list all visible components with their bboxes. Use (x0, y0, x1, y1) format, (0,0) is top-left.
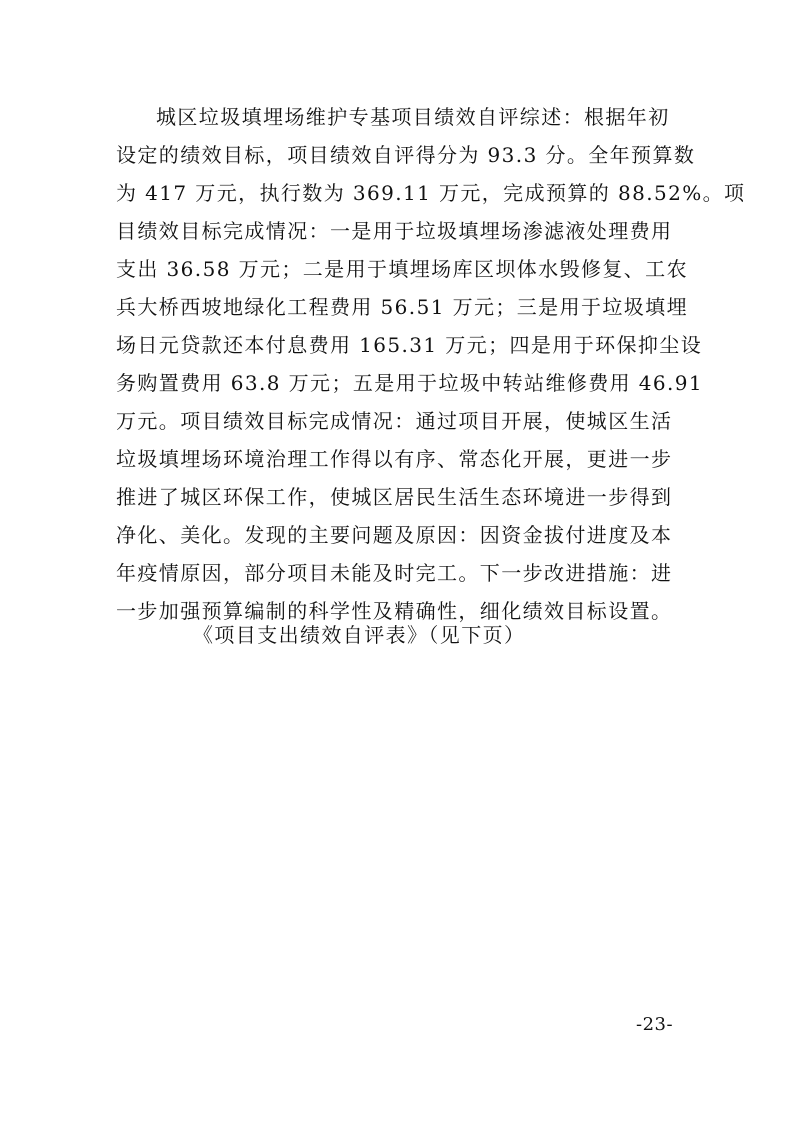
paragraph-line: 设定的绩效目标，项目绩效自评得分为 93.3 分。全年预算数 (116, 143, 696, 167)
table-reference-note: 《项目支出绩效自评表》（见下页） (193, 623, 526, 647)
page-number: -23- (636, 1014, 674, 1035)
paragraph-line: 推进了城区环保工作，使城区居民生活生态环境进一步得到 (116, 485, 673, 509)
self-evaluation-summary-paragraph (116, 98, 746, 630)
paragraph-line: 净化、美化。发现的主要问题及原因：因资金拔付进度及本 (116, 523, 673, 547)
paragraph-line: 万元。项目绩效目标完成情况：通过项目开展，使城区生活 (116, 409, 673, 433)
paragraph-line: 垃圾填埋场环境治理工作得以有序、常态化开展，更进一步 (116, 447, 673, 471)
paragraph-line: 年疫情原因，部分项目未能及时完工。下一步改进措施：进 (116, 561, 673, 585)
paragraph-line: 一步加强预算编制的科学性及精确性，细化绩效目标设置。 (116, 599, 673, 623)
paragraph-line: 兵大桥西坡地绿化工程费用 56.51 万元；三是用于垃圾填埋 (116, 295, 688, 319)
paragraph-line: 城区垃圾填埋场维护专基项目绩效自评综述：根据年初 (156, 105, 670, 129)
paragraph-line: 场日元贷款还本付息费用 165.31 万元；四是用于环保抑尘设 (116, 333, 703, 357)
paragraph-line: 为 417 万元，执行数为 369.11 万元，完成预算的 88.52%。项 (116, 181, 746, 205)
paragraph-line: 支出 36.58 万元；二是用于填埋场库区坝体水毁修复、工农 (116, 257, 688, 281)
paragraph-line: 务购置费用 63.8 万元；五是用于垃圾中转站维修费用 46.91 (116, 371, 704, 395)
paragraph-line: 目绩效目标完成情况：一是用于垃圾填埋场渗滤液处理费用 (116, 219, 673, 243)
